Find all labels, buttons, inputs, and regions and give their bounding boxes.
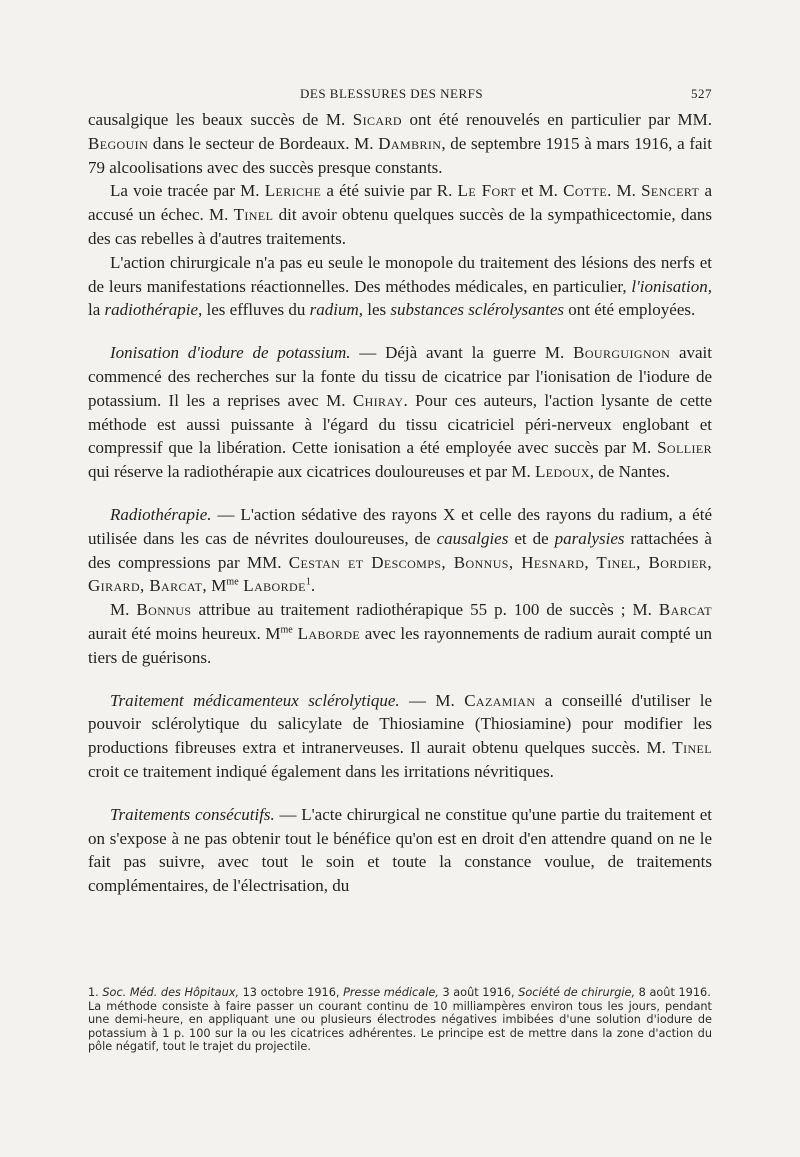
section-heading: Traitement médicamenteux sclérolytique. xyxy=(110,690,400,710)
author-name: Leriche xyxy=(264,181,322,201)
section-consecutifs: Traitements consécutifs. — L'acte chirurgical ne constitue qu'une partie du traitement et on s'expose à ne pas obtenir tout le bénéfice qu'on est en droit d'en attendre quand on ne le fait pas suivre, avec tout le soin et toute la constance voulue, de traitements complémentaires, de l'électrisation, du xyxy=(88,804,712,896)
section-heading: Radiothérapie. xyxy=(110,504,212,524)
author-name: Dambrin xyxy=(378,133,442,153)
author-name: Cotte xyxy=(563,181,608,201)
author-name: Cazamian xyxy=(464,690,536,710)
footnote-2: La méthode consiste à faire passer un courant continu de 10 milliampères environ tous les jours, pendant une demi-heure, en appliquant une ou plusieurs électrodes négatives imbibées d'une solution d'iodure de potassium à 1 p. 100 sur la ou les cicatrices adhérentes. Le principe est de mettre dans la zone d'action du pôle négatif, tout le trajet du projectile. xyxy=(88,999,712,1054)
page xyxy=(88,86,712,898)
author-name: Laborde xyxy=(292,623,361,643)
author-name: Bonnus xyxy=(136,600,192,620)
running-title: DES BLESSURES DES NERFS xyxy=(300,86,484,101)
author-name: Le Fort xyxy=(457,181,516,201)
running-head xyxy=(88,86,712,108)
footnotes xyxy=(88,986,712,1054)
emphasis: radium, xyxy=(309,300,363,320)
emphasis: substances sclérolysantes xyxy=(390,300,564,320)
section-ionisation: Ionisation d'iodure de potassium. — Déjà avant la guerre M. Bourguignon avait commencé des recherches sur la fonte du tissu de cicatrice par l'ionisation de l'iodure de potassium. Il les a reprises avec M. Chiray. Pour ces auteurs, l'action lysante de cette méthode est aussi puissante à l'égard du tissu cicatriciel péri-nerveux englobant et compressif que la libération. Cette ionisation a été employée avec succès par M. Sollier qui réserve la radiothérapie aux cicatrices douloureuses et par M. Ledoux, de Nantes. xyxy=(88,343,712,482)
author-name: Sencert xyxy=(641,181,700,201)
emphasis: causalgies xyxy=(436,528,509,548)
author-name: Chiray xyxy=(352,390,404,410)
author-name: Laborde xyxy=(238,576,306,596)
author-name: Begouin xyxy=(88,133,149,153)
emphasis: radiothérapie, xyxy=(104,300,203,320)
footnote-1: 1. Soc. Méd. des Hôpitaux, 13 octobre 1916, Presse médicale, 3 août 1916, Société de chirurgie, 8 août 1916. xyxy=(88,986,711,999)
paragraph-1: causalgique les beaux succès de M. Sicard ont été renouvelés en particulier par MM. Begouin dans le secteur de Bordeaux. M. Dambrin, de septembre 1915 à mars 1916, a fait 79 alcoolisations avec des succès presque constants. xyxy=(88,110,712,177)
author-name: Tinel xyxy=(672,738,712,758)
author-name: Barcat xyxy=(658,600,712,620)
section-heading: Traitements consécutifs. xyxy=(110,804,275,824)
footnote-ref[interactable]: 1 xyxy=(305,576,311,588)
paragraph-3: L'action chirurgicale n'a pas eu seule le monopole du traitement des lésions des nerfs et de leurs manifestations réactionnelles. Des méthodes médicales, en particulier, l'ionisation, la radiothérapie, les effluves du radium, les substances sclérolysantes ont été employées. xyxy=(88,252,712,320)
author-name: Tinel xyxy=(233,205,274,225)
author-name: Sicard xyxy=(352,110,402,129)
paragraph-2: La voie tracée par M. Leriche a été suivie par R. Le Fort et M. Cotte. M. Sencert a accusé un échec. M. Tinel dit avoir obtenu quelques succès de la sympathicectomie, dans des cas rebelles à d'autres traitements. xyxy=(88,181,712,248)
author-name: Sollier xyxy=(657,438,712,458)
section-sclerolytique: Traitement médicamenteux sclérolytique. — M. Cazamian a conseillé d'utiliser le pouvoir sclérolytique du salicylate de Thiosiamine (Thiosiamine) pour modifier les productions fibreuses extra et intranerveuses. Il aurait obtenu quelques succès. M. Tinel croit ce traitement indiqué également dans les irritations névritiques. xyxy=(88,690,712,781)
emphasis: l'ionisation, xyxy=(631,276,712,296)
body-text xyxy=(88,108,712,898)
section-heading: Ionisation d'iodure de potassium. xyxy=(110,343,351,363)
paragraph-6: M. Bonnus attribue au traitement radiothérapique 55 p. 100 de succès ; M. Barcat aurait été moins heureux. $M^{me}$ Laborde avec les rayonnements de radium aurait compté un tiers de guérisons. xyxy=(88,600,712,667)
emphasis: paralysies xyxy=(554,528,625,548)
author-names: Cestan et Descomps, Bonnus, Hesnard, Tinel, Bordier, Girard, Barcat, xyxy=(88,552,712,596)
page-number: 527 xyxy=(691,86,712,101)
section-radiotherapie: Radiothérapie. — L'action sédative des rayons X et celle des rayons du radium, a été utilisée dans les cas de névrites douloureuses, de causalgies et de paralysies rattachées à des compressions par MM. Cestan et Descomps, Bonnus, Hesnard, Tinel, Bordier, Girard, Barcat, $M^{me}$ Laborde$^1$. xyxy=(88,504,712,596)
author-name: Bourguignon xyxy=(573,343,671,363)
author-name: Ledoux xyxy=(535,462,590,482)
